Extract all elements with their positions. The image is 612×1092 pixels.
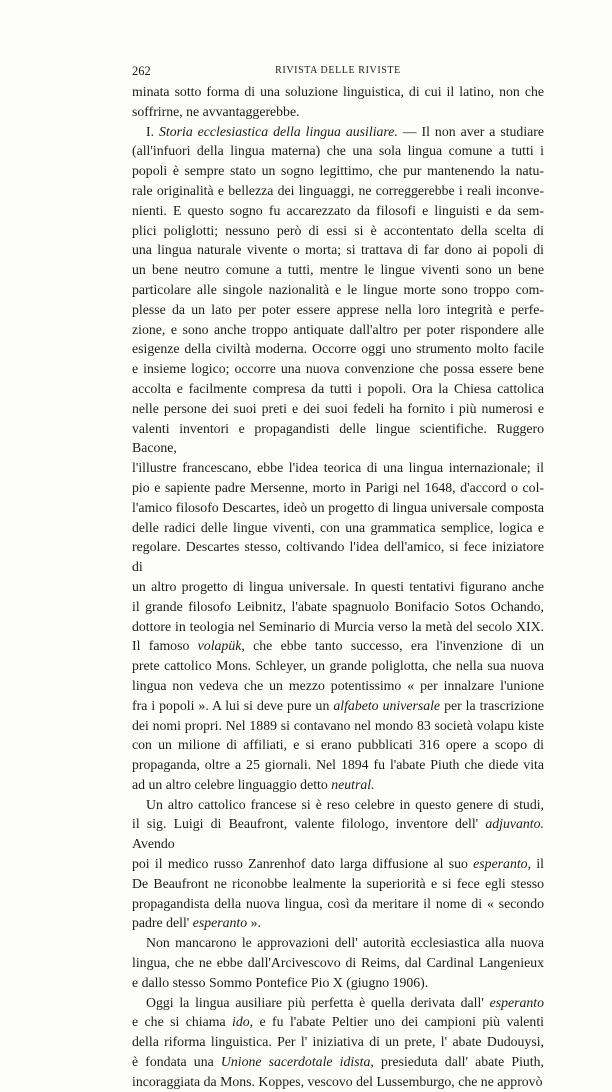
text-run: propaganda, oltre a 25 giornali. Nel 1894 fu l'abate Piuth che diede vita [132,757,544,773]
text-run: regolare. Descartes stesso, coltivando l'idea dell'amico, si fece iniziatore di [132,539,544,575]
text-line [132,518,544,538]
italic-run: esperanto, [473,856,532,872]
text-run: con un milione di affiliati, e si erano pubblicati 316 opere a scopo di [132,737,544,753]
text-run: nelle persone dei suoi preti e dei suoi fedeli ha fornito i più numerosi e [132,400,544,416]
text-run: accolta e facilmente compresa da tutti i popoli. Ora la Chiesa cattolica [132,380,544,396]
text-run: Non mancarono le approvazioni dell' autorità ecclesiastica alla nuova [146,935,544,951]
running-header [132,64,544,82]
text-run: Il famoso [132,638,198,654]
italic-run: esperanto [489,994,544,1010]
italic-run: neutral. [331,776,375,792]
italic-run: alfabeto universale [333,697,441,713]
body-text [132,82,544,1092]
italic-run: volapük [197,638,242,654]
text-line [132,676,544,696]
text-line [132,874,544,894]
text-run: padre dell' [132,915,193,931]
text-run: un altro progetto di lingua universale. In questi tentativi figurano anche [132,578,544,594]
text-line [132,814,544,854]
text-run: l'illustre francescano, ebbe l'idea teorica di una lingua internazionale; il [132,460,544,476]
text-line [132,696,544,716]
text-line [132,775,544,795]
text-run: rale originalità e bellezza dei linguaggi, ne correggerebbe i reali inconve- [132,182,544,198]
text-line [132,161,544,181]
text-run: plici poliglotti; nessuno però di essi si è accontentato della scelta di [132,222,544,238]
text-run: nienti. E questo sogno fu accarezzato da filosofi e linguisti e da sem- [132,202,544,218]
text-line [132,181,544,201]
text-run: lingua, che ne ebbe dall'Arcivescovo di Reims, dal Cardinal Langenieux [132,955,544,971]
text-run: una lingua naturale vivente o morta; si trattava di far dono ai popoli di [132,242,544,258]
text-run: pio e sapiente padre Mersenne, morto in Parigi nel 1648, d'accord o col- [132,479,544,495]
text-line [132,577,544,597]
text-line [132,656,544,676]
text-line [132,419,544,459]
text-run: l'amico filosofo Descartes, ideò un progetto di lingua universale composta [132,499,544,515]
text-run: e insieme logico; occorre una nuova convenzione che possa essere bene [132,361,544,377]
text-line [132,102,544,122]
text-run: Avendo [132,836,175,852]
italic-run: Unione sacerdotale idista, [220,1054,374,1070]
page-number: 262 [132,64,151,78]
text-run: prete cattolico Mons. Schleyer, un grande poliglotta, che nella sua nuova [132,658,544,674]
text-line [132,339,544,359]
text-run: è fondata una [132,1054,221,1070]
running-title: RIVISTA DELLE RIVISTE [275,65,401,76]
text-line [132,755,544,775]
italic-run: esperanto [192,915,248,931]
text-line [132,300,544,320]
text-run: e che si chiama [132,1014,232,1030]
text-run: e dallo stesso Sommo Pontefice Pio X (giugno 1906). [132,974,429,990]
italic-run: ido, [232,1014,254,1030]
text-run: per la trascrizione [440,697,544,713]
text-run: dei nomi propri. Nel 1889 si contavano nel mondo 83 società volapu kiste [132,717,544,733]
text-run: ». [247,915,261,931]
text-run: fra i popoli ». A lui si deve pure un [132,697,334,713]
italic-run: adjuvanto. [485,816,544,832]
text-run: dottore in teologia nel Seminario di Murcia verso la metà del secolo XIX. [132,618,544,634]
text-run: — Il non aver a studiare [397,123,545,139]
text-line [132,478,544,498]
text-run: soffrirne, ne avvantaggerebbe. [132,103,300,119]
text-run: ad un altro celebre linguaggio detto [132,776,332,792]
text-line [132,854,544,874]
text-line [132,636,544,656]
text-line [132,735,544,755]
text-run: il [531,856,544,872]
text-run: minata sotto forma di una soluzione linguistica, di cui il latino, non che [132,84,544,99]
text-line [132,933,544,953]
text-run: esigenze della civiltà moderna. Occorre oggi uno strumento molto facile [132,341,544,357]
text-run: propagandista della nuova lingua, così da meritare il nome di « secondo [132,895,544,911]
text-run: e fu l'abate Peltier uno dei campioni più valenti [253,1014,544,1030]
text-line [132,201,544,221]
text-line [132,458,544,478]
text-run: (all'infuori della lingua materna) che una sola lingua comune a tutti i [132,143,544,159]
text-line [132,913,544,933]
text-run: popoli è sempre stato un sogno legittimo, che pur mantenendo la natu- [132,163,544,179]
text-run: lingua non vedeva che un mezzo potentissimo « per innalzare l'unione [132,677,544,693]
text-run: Un altro cattolico francese si è reso celebre in questo genere di studi, [146,796,544,812]
text-line [132,716,544,736]
text-line [132,1072,544,1092]
text-line [132,141,544,161]
text-line [132,280,544,300]
text-line [132,82,544,102]
text-line [132,1052,544,1072]
text-run: Oggi la lingua ausiliare più perfetta è quella derivata dall' [146,994,490,1010]
italic-run: Storia ecclesiastica della lingua ausiliare. [159,123,398,139]
text-line [132,973,544,993]
text-line [132,221,544,241]
text-line [132,537,544,577]
text-line [132,260,544,280]
text-line [132,498,544,518]
text-line [132,617,544,637]
text-line [132,894,544,914]
text-line [132,1012,544,1032]
text-run: I. [146,123,159,139]
text-run: il grande filosofo Leibnitz, l'abate spagnuolo Bonifacio Sotos Ochando, [132,598,544,614]
text-line [132,240,544,260]
text-line [132,795,544,815]
text-run: De Beaufront ne riconobbe lealmente la superiorità e si fece egli stesso [132,875,544,891]
text-run: presieduta dall' abate Piuth, [373,1054,544,1070]
text-line [132,399,544,419]
text-run: plesse da un lato per poter essere apprese nella loro integrità e perfe- [132,301,544,317]
text-line [132,320,544,340]
text-run: incoraggiata da Mons. Koppes, vescovo del Lussemburgo, che ne approvò [132,1073,543,1089]
text-run: zione, e sono anche troppo antiquate dall'altro per poter rispondere alle [132,321,544,337]
text-run: poi il medico russo Zanrenhof dato larga diffusione al suo [132,856,474,872]
text-run: delle radici delle lingue viventi, con una grammatica semplice, logica e [132,519,544,535]
text-run: valenti inventori e propagandisti delle lingue scientifiche. Ruggero Bacone, [132,420,544,456]
text-run: , che ebbe tanto successo, era l'invenzione di un [241,638,544,654]
text-run: particolare alle singole nazionalità e le lingue morte sono troppo com- [132,281,544,297]
text-run: il sig. Luigi di Beaufront, valente filologo, inventore dell' [132,816,486,832]
text-run: un bene neutro comune a tutti, mentre le lingue viventi sono un bene [132,262,544,278]
text-line [132,359,544,379]
text-line [132,1032,544,1052]
text-line [132,379,544,399]
text-line [132,597,544,617]
text-run: della riforma linguistica. Per l' iniziativa di un prete, l' abate Dudouysi, [132,1034,544,1050]
text-line [132,993,544,1013]
text-line [132,122,544,142]
text-line [132,953,544,973]
